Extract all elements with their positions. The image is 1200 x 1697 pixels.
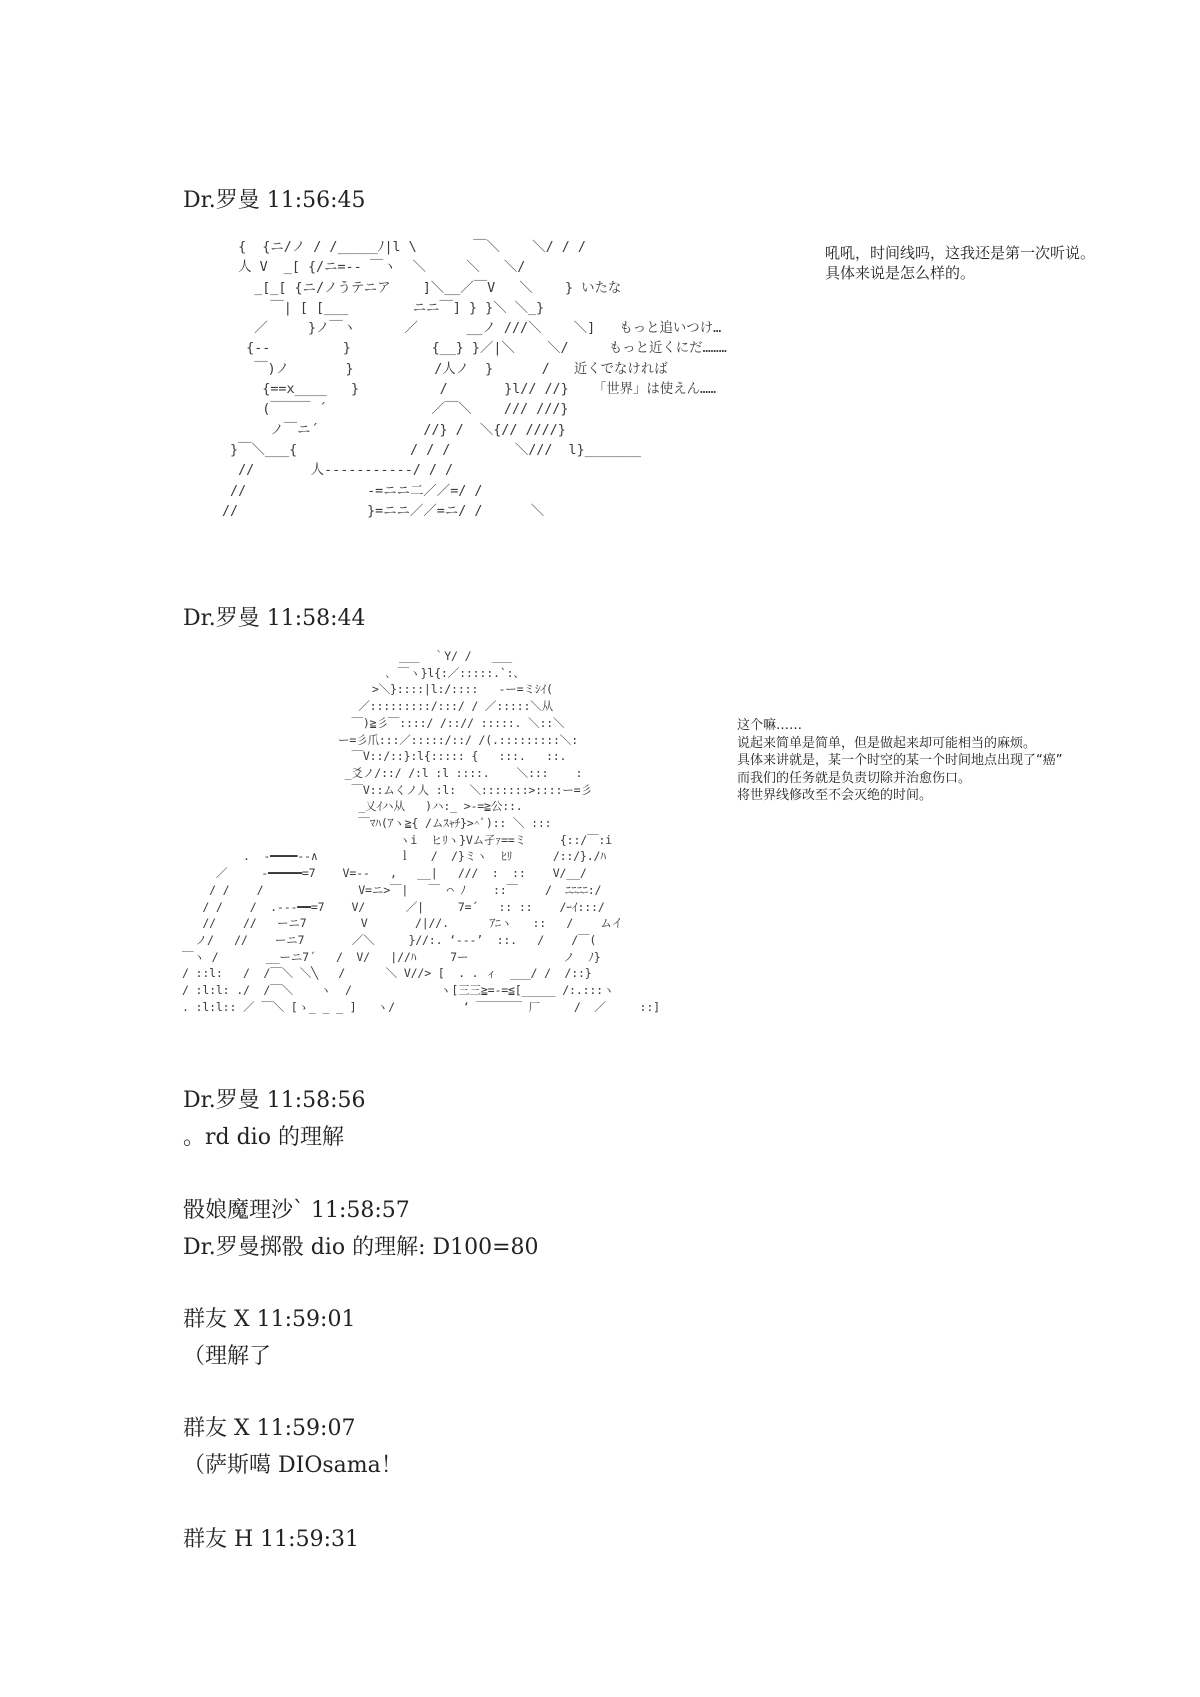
ascii-art-illustration: { {ニ/ノ / /_____ﾉ|l \ ￣＼ ＼/ / / 人 V _[ {/ニ=-- ￣ヽ ＼ ＼ ＼/ _[_[ {ニ/ノうテニア ]＼__／￣V ＼ } いたな ￣| [ [___ ニニ￣] } }＼ ＼_} ／ }ノ￣ヽ ／ __ノ ///＼ ＼] もっと追いつけ… {-- } {__} }／|＼ ＼/ もっと近くにだ……… ￣)ノ } /人ノ } / 近くでなければ {==x____ } / }l// //} 「世界」は使えん…… (￣￣￣ ´ ／￣＼ /// ///} ノ￣ニ´ //} / ＼{// ////} }￣＼___{ / / / ＼/// l}_______ // 人-----------/ / / // -=ニニ二／／=/ / // }=ニニ／／=ニ/ / ＼ <box>222 240 727 519</box>
caption-line: 具体来讲就是，某一个时空的某一个时间地点出现了“癌” <box>737 753 1063 768</box>
message-header: Dr.罗曼 11:58:56 <box>183 1088 366 1113</box>
message-header: Dr.罗曼 11:58:44 <box>183 606 366 631</box>
message-header: 骰娘魔理沙` 11:58:57 <box>183 1198 410 1223</box>
caption-line: 说起来简单是简单，但是做起来却可能相当的麻烦。 <box>737 735 1037 751</box>
message-body: Dr.罗曼掷骰 dio 的理解: D100=80 <box>183 1235 539 1260</box>
caption-line: 吼吼，时间线吗，这我还是第一次听说。 <box>825 244 1096 262</box>
speech-caption <box>825 243 1095 283</box>
message-body: （萨斯噶 DIOsama！ <box>183 1453 403 1478</box>
caption-line: 具体来说是怎么样的。 <box>825 264 976 282</box>
caption-line: 而我们的任务就是负责切除并治愈伤口。 <box>737 770 972 786</box>
caption-line: 这个嘛…… <box>737 718 803 733</box>
message-header: 群友 X 11:59:01 <box>183 1307 356 1332</box>
message-body: （理解了 <box>183 1344 272 1369</box>
message-header: 群友 X 11:59:07 <box>183 1416 356 1441</box>
message-header: 群友 H 11:59:31 <box>183 1527 359 1552</box>
speech-caption <box>737 717 1062 805</box>
ascii-art-illustration: ___ ｀Y/ / ___ ､ ￣ヽ}l{:／:::::.`:、 >＼}::::|l:/:::: -ー=ミｼｲ( ／:::::::::/:::/ / ／:::::＼从 ￣)≧彡￣::::/ /::// :::::. ＼::＼ ー=彡爪:::／:::::/::/ /(.:::::::::＼: ￣V::/::}:l{::::: { :::. ::. _爻ノ/::/ /:l :l ::::. ＼::: : ￣V::ムくノ人 :l: ＼:::::::>::::ー=彡 _乂ｲハ从 )ハ:_ >-=≧公::. ￣ﾏﾊ(ｱヽ≧{ /ムｽｬﾁ}>^ﾟ):: ＼ ::: ヽi ヒﾘヽ}Vム孑ｧ==ミ {::/￣:i . -━━━━--∧ ｌ / /}ミヽ ﾋﾘ /::/}./ﾊ ／ -━━━━━=7 V=-- , __| /// : :: V/__/ / / / V=ニ>￣| ￣ ⌒ ﾉ ::￣ / ﾆﾆﾆﾆ:/ / / / .---━━=7 V/ ／| 7=´ :: :: /ｰｲ:::/ // // ーニ7 V /|//. ｱﾆヽ :: / ムイ ノ/ // ーニ7 ／＼ }//:. ‘---’ ::. / /￣( ￣ヽ / __ーニ7´ / V/ |//ﾊ 7ー ノ ﾉ} / ::l: / /￣＼ ＼╲ / ＼ V//> [ . . ィ ___/ / /::} / :l:l: ./ /￣＼ ヽ / ヽ[三三≧=-=≦[_____ /:.:::ヽ . :l:l:: ／ ￣＼ [ゝ_ _ _ ] ヽ/ ‘ ￣￣￣￣ 厂 / ／ ::] <box>182 649 660 1014</box>
message-body: 。rd dio 的理解 <box>183 1125 344 1150</box>
caption-line: 将世界线修改至不会灭绝的时间。 <box>737 788 933 803</box>
message-header: Dr.罗曼 11:56:45 <box>183 188 366 213</box>
